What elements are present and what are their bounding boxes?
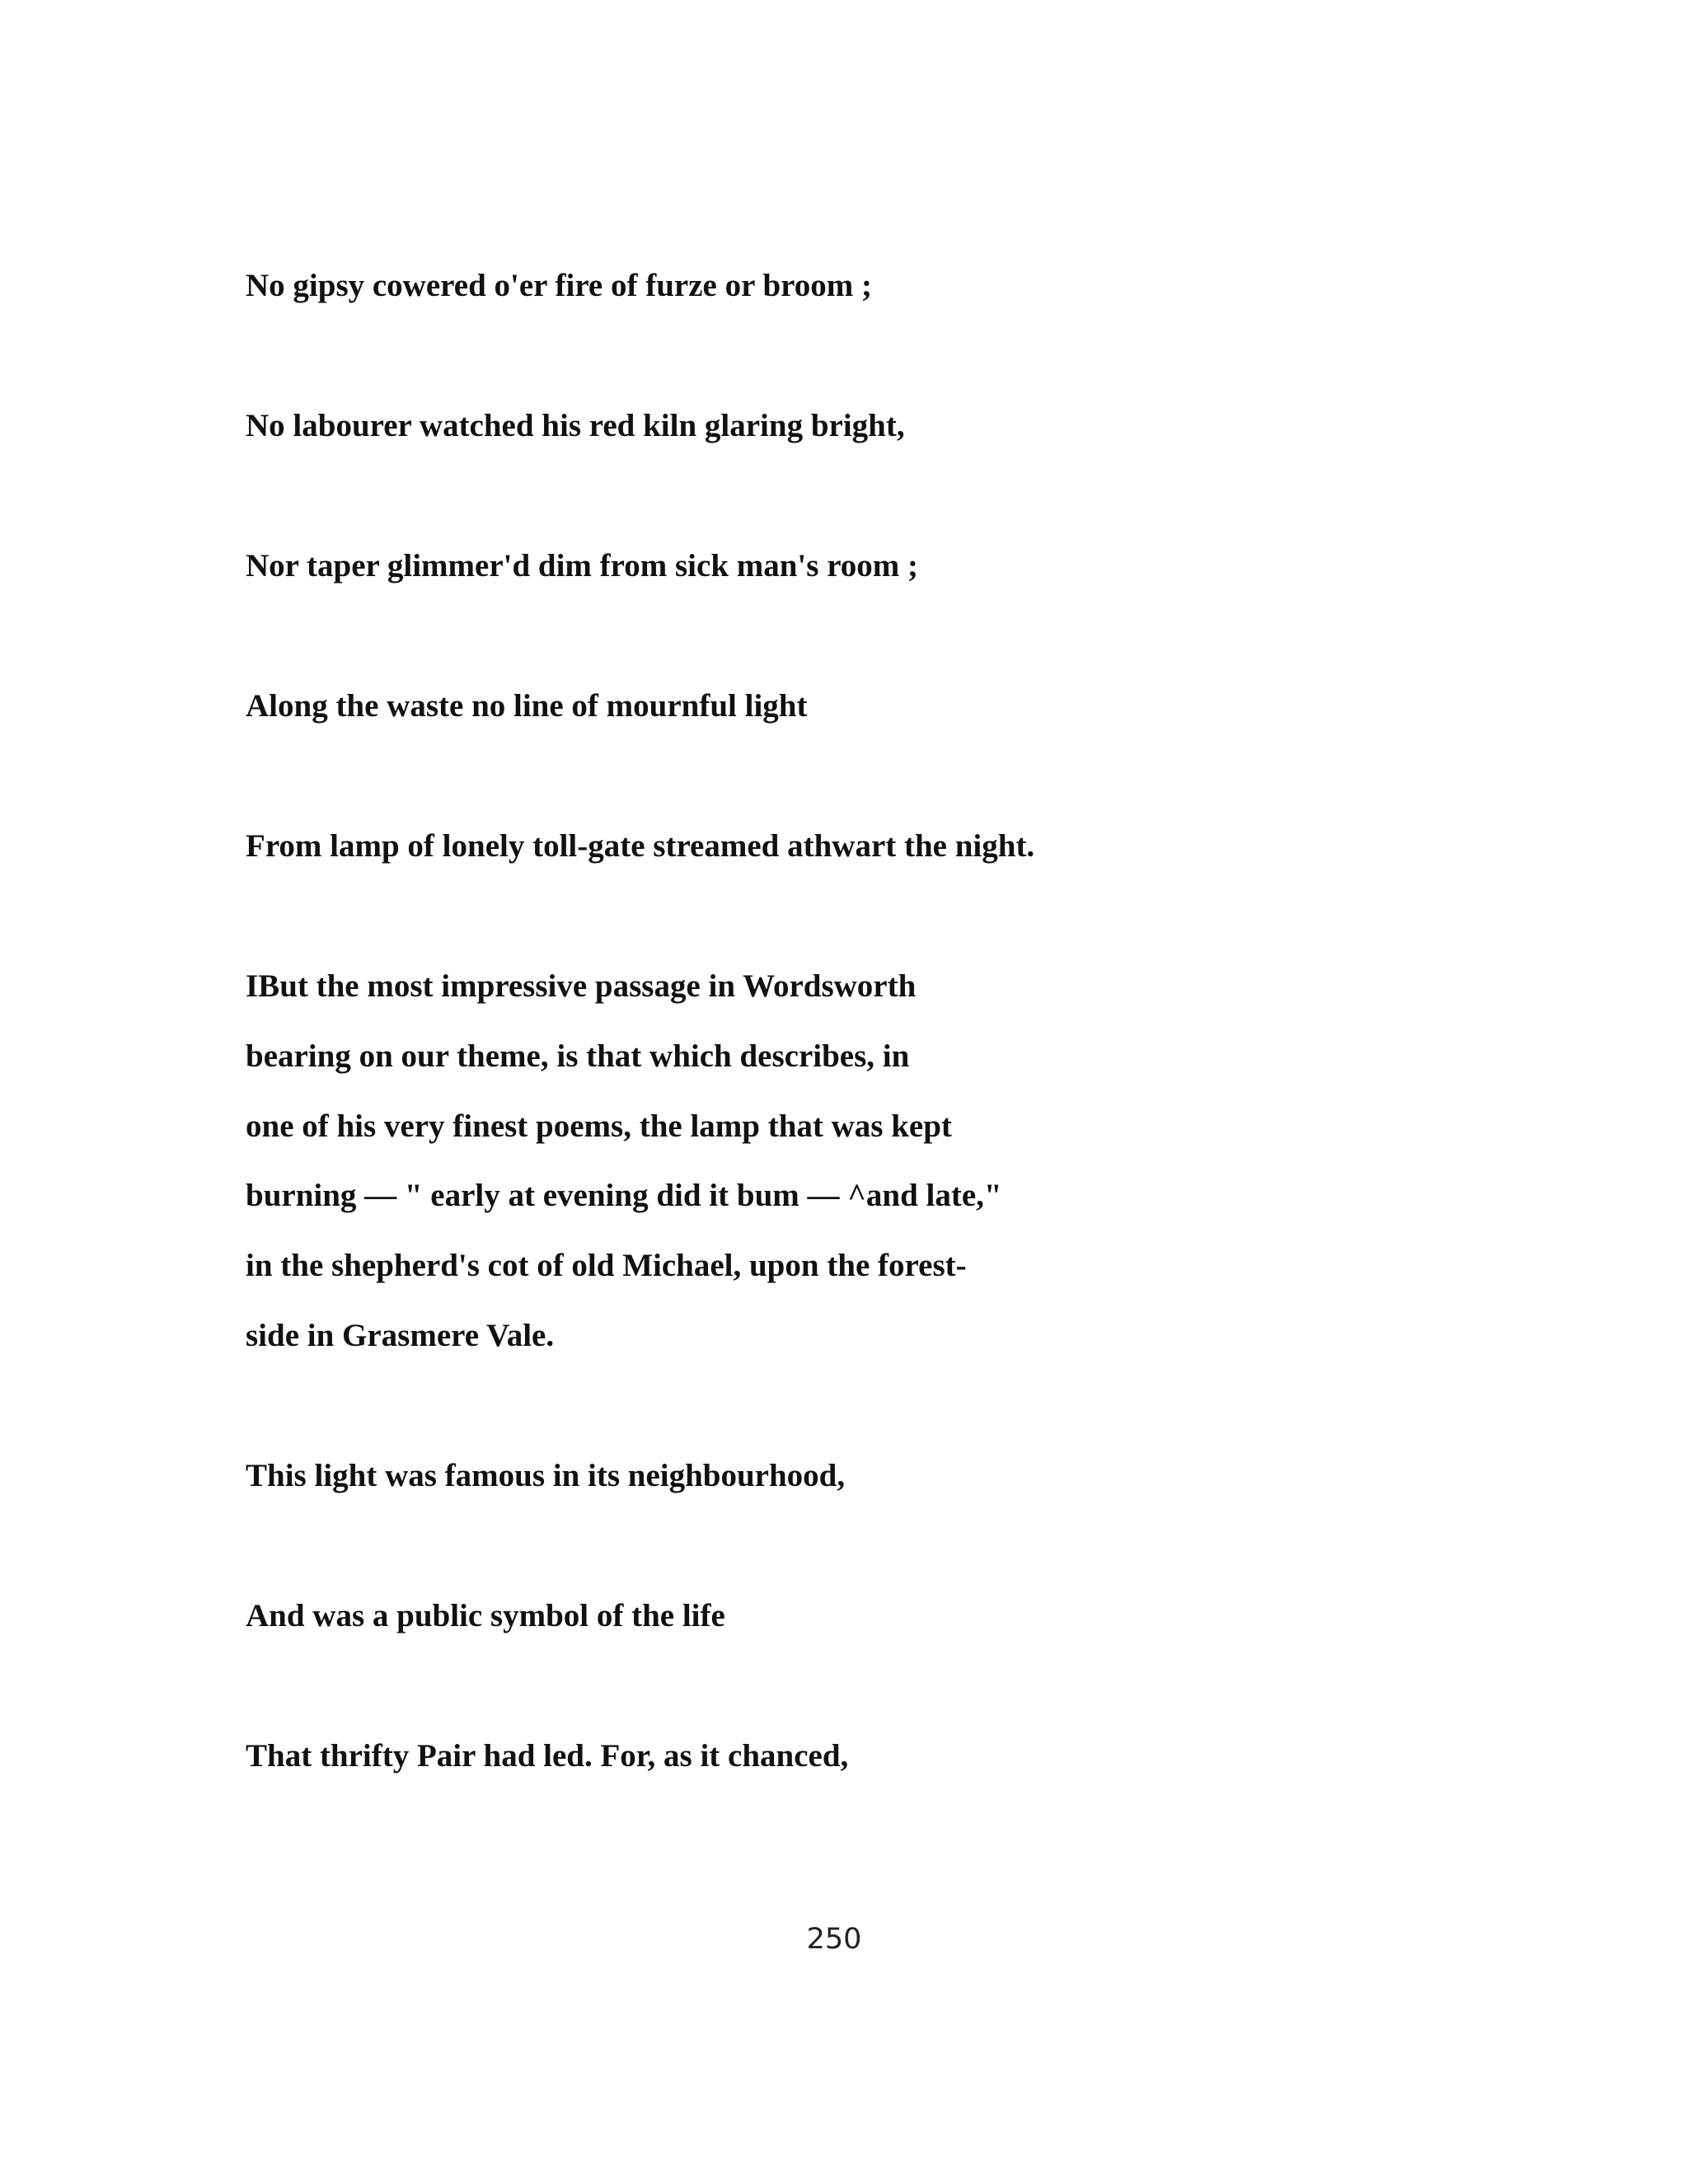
verse-line: Along the waste no line of mournful light <box>246 688 808 724</box>
prose-line: one of his very finest poems, the lamp that was kept <box>246 1108 952 1144</box>
page-number: 250 <box>806 1923 862 1956</box>
verse-line: That thrifty Pair had led. For, as it chanced, <box>246 1738 849 1774</box>
verse-line: This light was famous in its neighbourhood, <box>246 1458 846 1493</box>
prose-line: IBut the most impressive passage in Wordsworth <box>246 968 917 1004</box>
prose-line: burning — " early at evening did it bum — ^and late," <box>246 1178 1002 1213</box>
prose-line: side in Grasmere Vale. <box>246 1318 555 1353</box>
verse-line: From lamp of lonely toll-gate streamed athwart the night. <box>246 828 1035 864</box>
prose-line: bearing on our theme, is that which describes, in <box>246 1038 910 1074</box>
verse-line: Nor taper glimmer'd dim from sick man's room ; <box>246 548 919 583</box>
verse-line: No gipsy cowered o'er fire of furze or broom ; <box>246 268 872 303</box>
verse-line: No labourer watched his red kiln glaring bright, <box>246 408 905 443</box>
prose-line: in the shepherd's cot of old Michael, upon the forest- <box>246 1248 967 1283</box>
verse-line: And was a public symbol of the life <box>246 1598 725 1633</box>
